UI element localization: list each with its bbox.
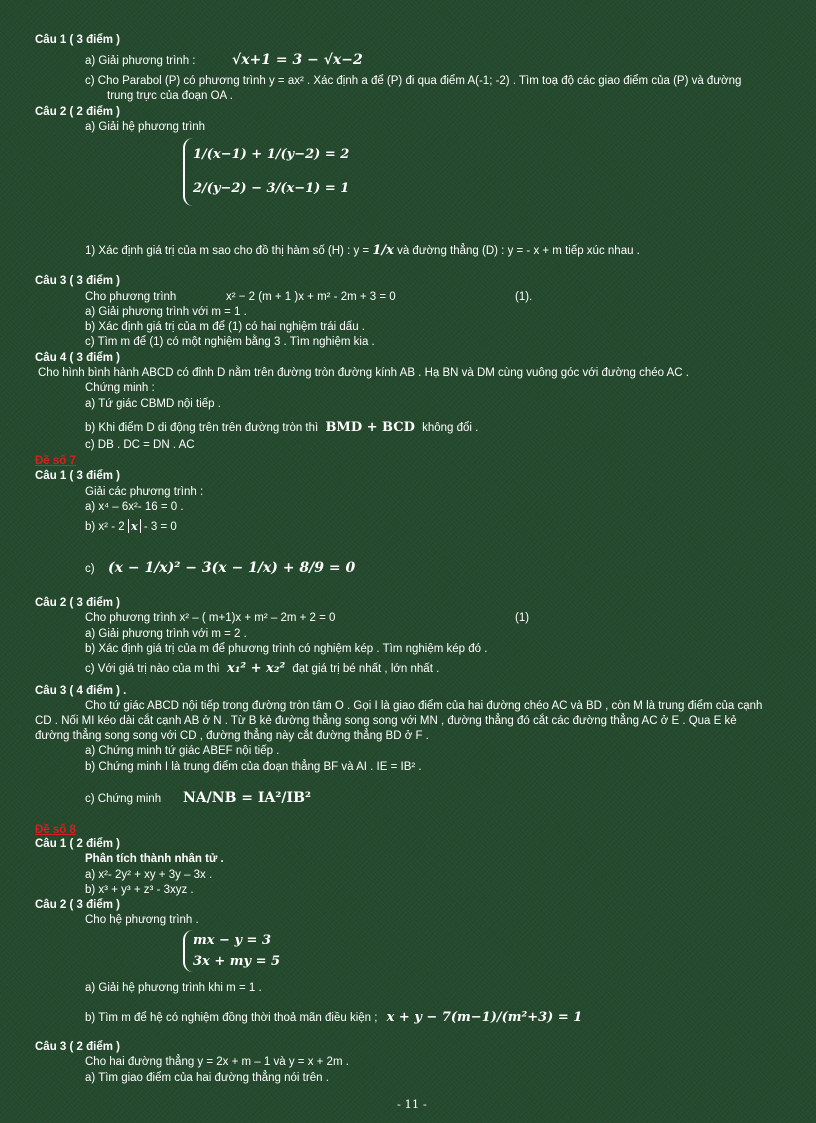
de8-q2b-text: b) Tìm m để hệ có nghiệm đồng thời thoả mãn điều kiện ; xyxy=(85,1012,378,1024)
de7-q3c-label: c) Chứng minh xyxy=(85,793,162,805)
de6-q4-intro: Cho hình bình hành ABCD có đỉnh D nằm trên đường tròn đường kính AB . Hạ BN và DM cùng vuông góc với đường chéo AC . xyxy=(38,367,689,379)
de7-q1b-abs: x xyxy=(128,519,141,533)
de8-q1-intro: Phân tích thành nhân tử . xyxy=(85,853,224,865)
de8-q3a: a) Tìm giao điểm của hai đường thẳng nói trên . xyxy=(85,1072,329,1084)
de6-q3-number: (1). xyxy=(515,291,533,303)
de6-q4a: a) Tứ giác CBMD nội tiếp . xyxy=(85,398,221,410)
de6-q2-system-eq1: 1/(x−1) + 1/(y−2) = 2 xyxy=(193,147,350,162)
de8-q1b: b) x³ + y³ + z³ - 3xyz . xyxy=(85,884,194,896)
de6-q3b: b) Xác định giá trị của m để (1) có hai nghiệm trái dấu . xyxy=(85,321,365,333)
de6-q2-1 xyxy=(85,244,640,258)
de6-q2-title: Câu 2 ( 2 điểm ) xyxy=(35,106,120,118)
de8-q2-system-eq2: 3x + my = 5 xyxy=(193,954,281,969)
de6-q2-system-eq2: 2/(y−2) − 3/(x−1) = 1 xyxy=(193,181,350,196)
de6-q3a: a) Giải phương trình với m = 1 . xyxy=(85,306,247,318)
de8-q2-system-eq1: mx − y = 3 xyxy=(193,933,271,948)
de7-q2-intro: Cho phương trình x² – ( m+1)x + m² – 2m + 2 = 0 xyxy=(85,612,336,624)
de7-q1b-text: b) x² - 2 xyxy=(85,521,125,533)
de7-q1c-equation: (x − 1/x)² − 3(x − 1/x) + 8/9 = 0 xyxy=(108,560,356,576)
de8-q2b xyxy=(85,1011,582,1025)
de7-q2-title: Câu 2 ( 3 điểm ) xyxy=(35,597,120,609)
de8-q3-title: Câu 3 ( 2 điểm ) xyxy=(35,1041,120,1053)
de6-q4b-text: b) Khi điểm D di động trên trên đường tròn thì xyxy=(85,422,319,434)
de6-q3-title: Câu 3 ( 3 điểm ) xyxy=(35,275,120,287)
de6-q2a: a) Giải hệ phương trình xyxy=(85,121,206,133)
de7-q3b: b) Chứng minh I là trung điểm của đoạn thẳng BF và AI . IE = IB² . xyxy=(85,761,422,773)
de7-q2a: a) Giải phương trình với m = 2 . xyxy=(85,628,247,640)
de8-q1-title: Câu 1 ( 2 điểm ) xyxy=(35,838,120,850)
de7-q3-para2: CD . Nối MI kéo dài cắt cạnh AB ở N . Từ B kẻ đường thẳng song song với MN , đường thẳng đó cắt các đường thẳng AC ở E . Qua E kẻ xyxy=(35,715,737,727)
de8-q2-system xyxy=(183,930,280,972)
de8-heading: Đề số 8 xyxy=(35,824,76,836)
page-number: - 11 - xyxy=(397,1097,427,1111)
de7-q1-intro: Giải các phương trình : xyxy=(85,486,204,498)
de7-q3-para3: đường thẳng song song với CD , đường thẳng này cắt đường thẳng BD ở F . xyxy=(35,730,429,742)
de6-q4b-angles: BMD + BCD xyxy=(325,420,415,435)
de7-q3-title: Câu 3 ( 4 điểm ) . xyxy=(35,685,127,697)
de6-q2-1-fraction: 1/x xyxy=(372,243,394,258)
de6-q4b xyxy=(85,421,478,435)
de7-q3-para1: Cho tứ giác ABCD nội tiếp trong đường tròn tâm O . Gọi I là giao điểm của hai đường chéo AC và BD , còn M là trung điểm của cạnh xyxy=(85,700,763,712)
de8-q2-title: Câu 2 ( 3 điểm ) xyxy=(35,899,120,911)
de6-q4-prove: Chứng minh : xyxy=(85,382,155,394)
de6-q3-intro: Cho phương trình xyxy=(85,291,177,303)
de6-q4b-text-end: không đổi . xyxy=(422,422,479,434)
de7-q1b-text-end: - 3 = 0 xyxy=(143,521,177,533)
de7-q1-title: Câu 1 ( 3 điểm ) xyxy=(35,470,120,482)
de7-q2c-text-end: đạt giá trị bé nhất , lớn nhất . xyxy=(292,663,440,675)
de7-q3c-equation: NA/NB = IA²/IB² xyxy=(183,790,312,806)
de6-q2-system xyxy=(183,138,349,206)
de6-q1c: c) Cho Parabol (P) có phương trình y = ax² . Xác định a để (P) đi qua điểm A(-1; -2) . Tìm toạ độ các giao điểm của (P) và đường xyxy=(85,75,742,87)
de8-q2-intro: Cho hệ phương trình . xyxy=(85,914,199,926)
de8-q2a: a) Giải hệ phương trình khi m = 1 . xyxy=(85,982,262,994)
de6-q3-equation: x² − 2 (m + 1 )x + m² - 2m + 3 = 0 xyxy=(226,291,396,303)
de6-q2-1-text-end: và đường thẳng (D) : y = - x + m tiếp xúc nhau . xyxy=(397,245,640,257)
de6-q1-title: Câu 1 ( 3 điểm ) xyxy=(35,34,120,46)
de7-q2c-text: c) Với giá trị nào của m thì xyxy=(85,663,220,675)
de8-q3-intro: Cho hai đường thẳng y = 2x + m – 1 và y = x + 2m . xyxy=(85,1056,349,1068)
de6-q2-1-text: 1) Xác định giá trị của m sao cho đồ thị hàm số (H) : y = xyxy=(85,245,370,257)
de8-q1a: a) x²- 2y² + xy + 3y – 3x . xyxy=(85,869,213,881)
de7-q2b: b) Xác định giá trị của m để phương trình có nghiệm kép . Tìm nghiệm kép đó . xyxy=(85,643,488,655)
de7-q2c-expression: x₁² + x₂² xyxy=(226,661,286,676)
de7-heading: Đề số 7 xyxy=(35,455,76,467)
de7-q1a: a) x⁴ – 6x²- 16 = 0 . xyxy=(85,501,184,513)
de6-q3c: c) Tìm m để (1) có một nghiệm bằng 3 . Tìm nghiệm kia . xyxy=(85,336,375,348)
de7-q3a: a) Chứng minh tứ giác ABEF nội tiếp . xyxy=(85,745,280,757)
de6-q1a-equation-text: √x+1 = 3 − √x−2 xyxy=(232,52,363,68)
de6-q1a-equation xyxy=(232,51,363,69)
de6-q1c-cont: trung trực của đoạn OA . xyxy=(107,90,233,102)
de6-q4-title: Câu 4 ( 3 điểm ) xyxy=(35,352,120,364)
de7-q1b xyxy=(85,519,177,534)
de6-q1a-label: a) Giải phương trình : xyxy=(85,55,196,67)
de7-q2-number: (1) xyxy=(515,612,530,624)
de8-q2b-condition: x + y − 7(m−1)/(m²+3) = 1 xyxy=(386,1010,583,1025)
de6-q4c: c) DB . DC = DN . AC xyxy=(85,439,195,451)
de7-q1c-label: c) xyxy=(85,563,95,575)
de7-q2c xyxy=(85,662,439,676)
